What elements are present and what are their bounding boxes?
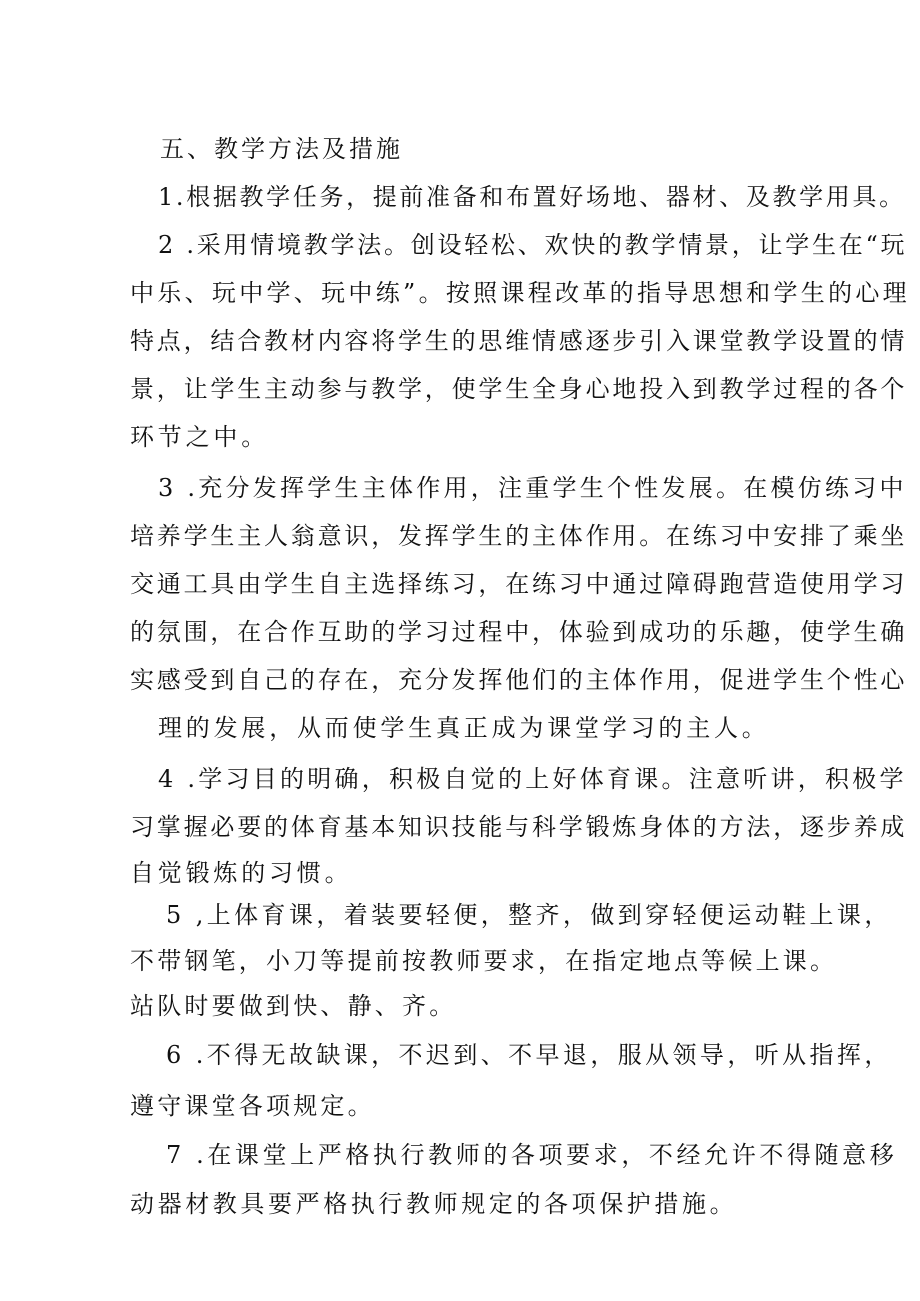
section-heading: 五、教学方法及措施 xyxy=(160,135,403,163)
item-3-line-3: 交通工具由学生自主选择练习，在练习中通过障碍跑营造使用学习 xyxy=(130,570,908,598)
item-3-line-2: 培养学生主人翁意识，发挥学生的主体作用。在练习中安排了乘坐 xyxy=(130,522,908,550)
item-5-line-1: 5 ,上体育课，着装要轻便，整齐，做到穿轻便运动鞋上课， xyxy=(166,901,892,929)
item-3-line-1: 3 .充分发挥学生主体作用，注重学生个性发展。在模仿练习中 xyxy=(158,474,907,502)
item-7-line-1: 7 .在课堂上严格执行教师的各项要求，不经允许不得随意移 xyxy=(166,1141,898,1169)
item-2-line-4: 景，让学生主动参与教学，使学生全身心地投入到教学过程的各个 xyxy=(130,375,908,403)
item-4-line-2: 习掌握必要的体育基本知识技能与科学锻炼身体的方法，逐步养成 xyxy=(130,813,908,841)
item-6-line-2: 遵守课堂各项规定。 xyxy=(130,1092,375,1120)
item-6-line-1: 6 .不得无故缺课，不迟到、不早退，服从领导，听从指挥， xyxy=(166,1041,892,1069)
item-5-line-3: 站队时要做到快、静、齐。 xyxy=(130,992,457,1020)
item-1-line-1: 1.根据教学任务，提前准备和布置好场地、器材、及教学用具。 xyxy=(158,183,906,211)
item-2-line-1: 2 .采用情境教学法。创设轻松、欢快的教学情景，让学生在“玩 xyxy=(158,231,908,259)
item-5-line-2: 不带钢笔，小刀等提前按教师要求，在指定地点等候上课。 xyxy=(130,947,838,975)
item-3-line-4: 的氛围，在合作互助的学习过程中，体验到成功的乐趣，使学生确 xyxy=(130,618,908,646)
item-4-line-3: 自觉锻炼的习惯。 xyxy=(130,859,353,887)
item-3-line-6: 理的发展，从而使学生真正成为课堂学习的主人。 xyxy=(158,714,770,742)
item-2-line-3: 特点，结合教材内容将学生的思维情感逐步引入课堂教学设置的情 xyxy=(130,327,908,355)
item-3-line-5: 实感受到自己的存在，充分发挥他们的主体作用，促进学生个性心 xyxy=(130,666,908,694)
item-4-line-1: 4 .学习目的明确，积极自觉的上好体育课。注意听讲，积极学 xyxy=(158,765,907,793)
item-2-line-5: 环节之中。 xyxy=(130,423,269,451)
item-7-line-2: 动器材教具要严格执行教师规定的各项保护措施。 xyxy=(130,1190,738,1218)
item-2-line-2: 中乐、玩中学、玩中练”。按照课程改革的指导思想和学生的心理 xyxy=(130,279,910,307)
